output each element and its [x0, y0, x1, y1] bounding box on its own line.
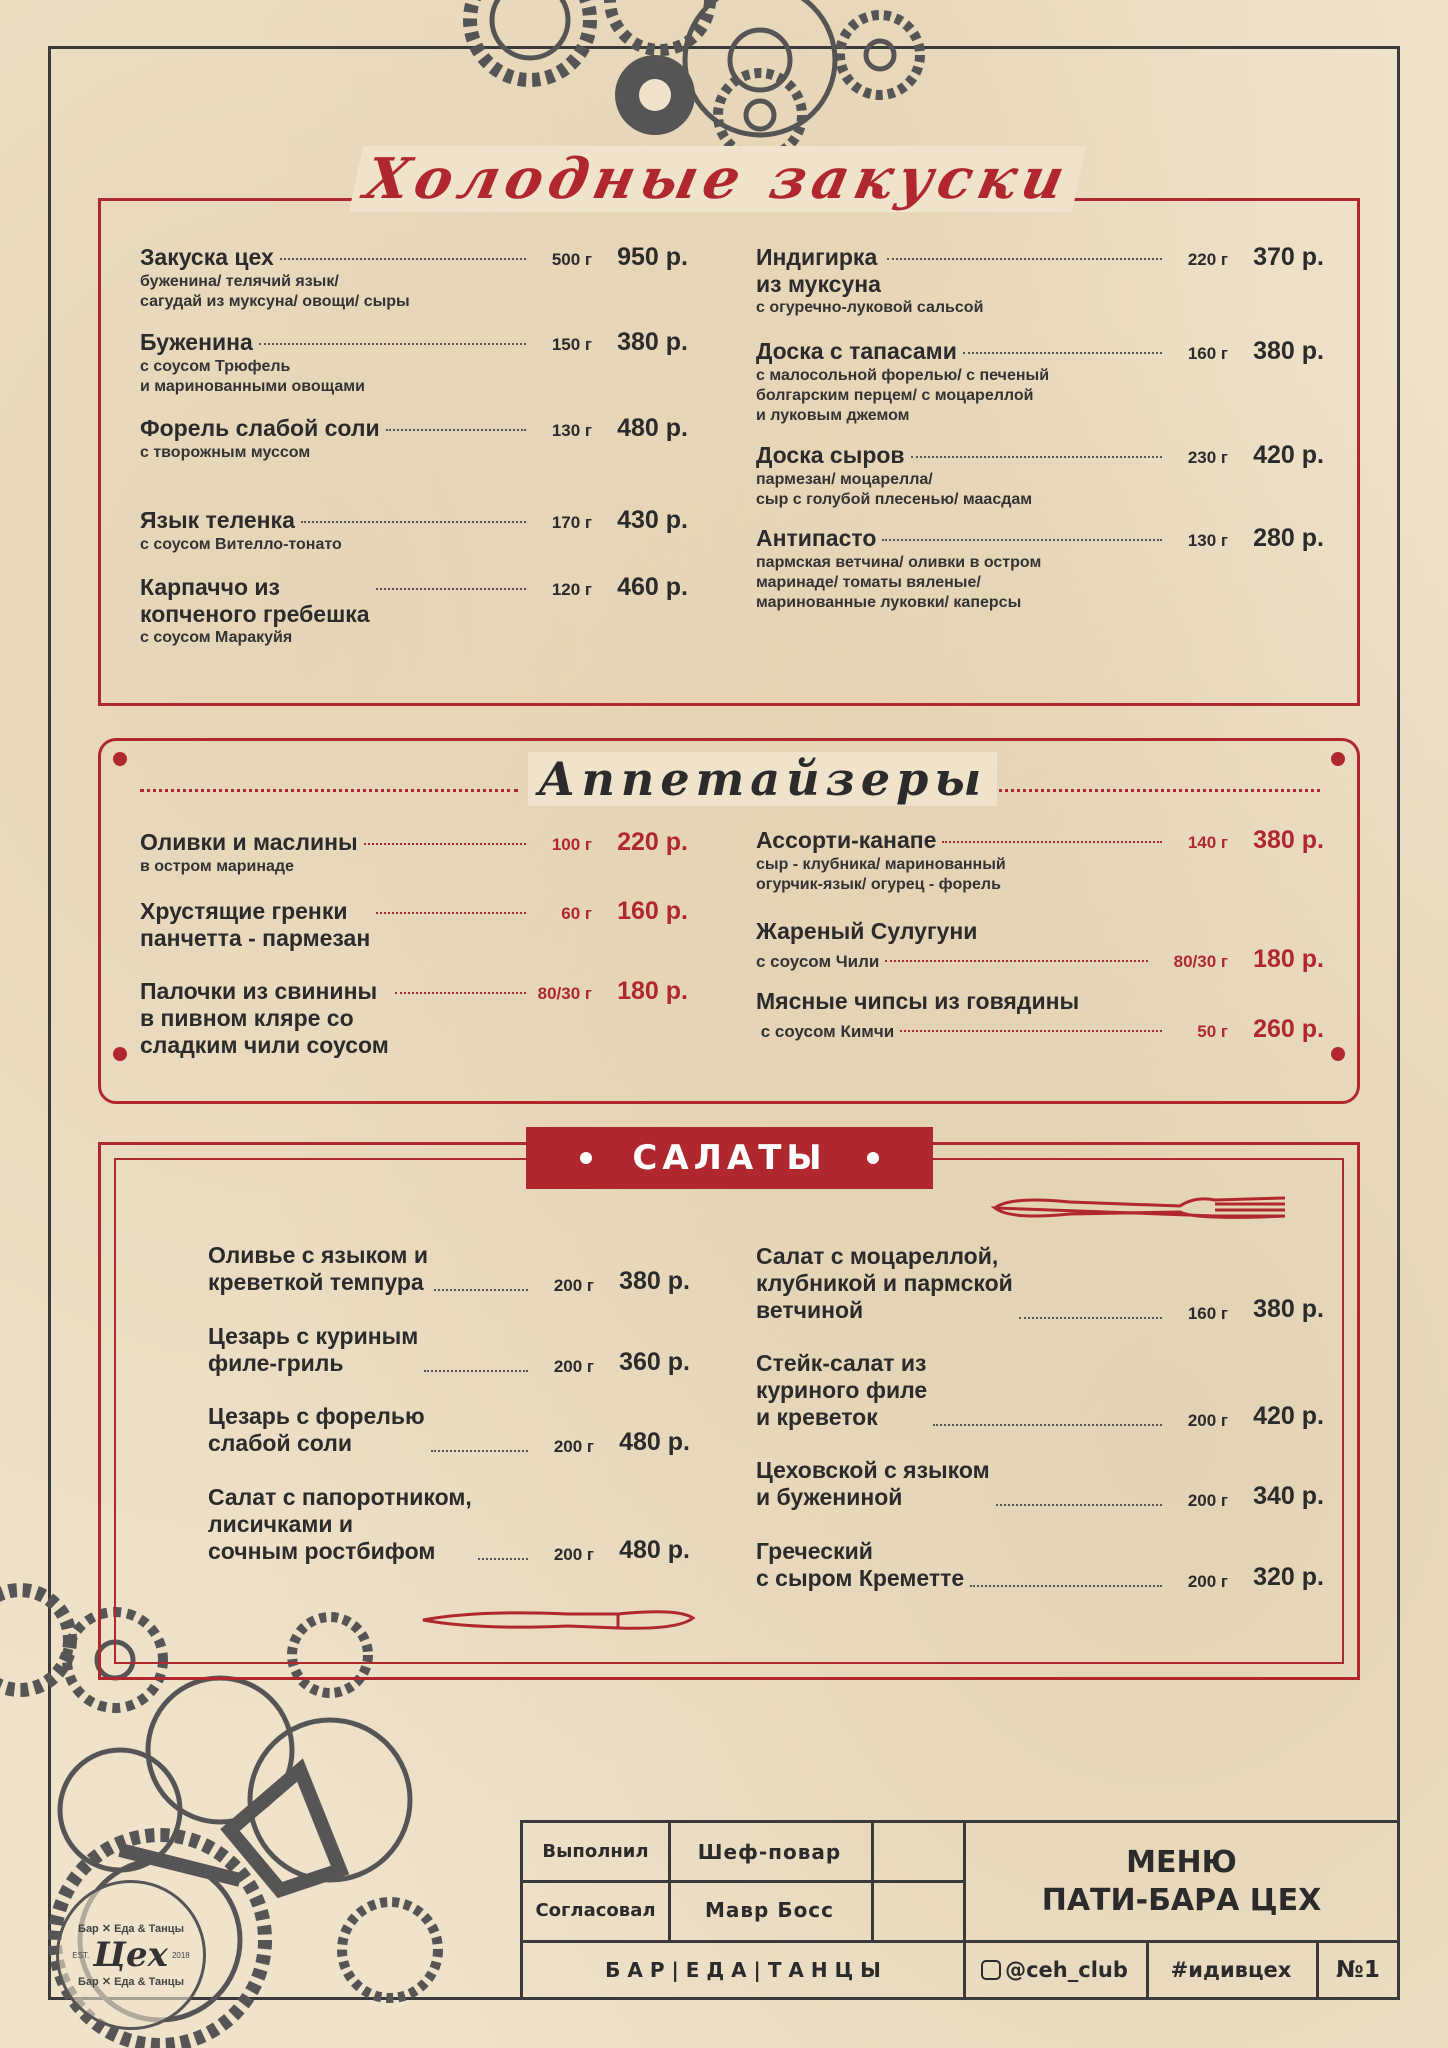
- dot-leader: [395, 992, 526, 994]
- item-weight: 200 г: [553, 1357, 594, 1376]
- cold-item-5: [140, 573, 688, 648]
- logo-year: 2018: [171, 1950, 190, 1960]
- item-description: с соусом Трюфель и маринованными овощами: [140, 358, 365, 395]
- item-weight: 120 г: [551, 580, 592, 599]
- item-price: 360 р.: [619, 1348, 690, 1376]
- app-item-6: [756, 988, 1324, 1044]
- item-weight: 200 г: [553, 1276, 594, 1295]
- salad-item-6: [756, 1350, 1324, 1431]
- cold-item-4: [140, 506, 688, 555]
- logo-wordmark: Цех: [93, 1935, 168, 1975]
- item-description: с соусом Кимчи: [756, 1022, 895, 1041]
- item-weight: 80/30 г: [1173, 952, 1228, 971]
- dot-leader: [431, 1450, 528, 1452]
- item-weight: 130 г: [1187, 531, 1228, 550]
- item-price: 480 р.: [619, 1428, 690, 1456]
- item-name: Доска сыров: [756, 442, 905, 468]
- dot-leader: [882, 539, 1162, 541]
- cold-item-2: [140, 328, 688, 397]
- item-price: 380 р.: [1253, 337, 1324, 365]
- bullet-icon: [867, 1152, 879, 1164]
- item-name: Язык теленка: [140, 507, 295, 533]
- dot-leader: [376, 912, 526, 914]
- appetizers-title: Аппетайзеры: [528, 752, 997, 806]
- item-name: Антипасто: [756, 525, 877, 551]
- item-weight: 200 г: [1187, 1491, 1228, 1510]
- item-price: 160 р.: [617, 897, 688, 925]
- corner-dot: [1331, 752, 1345, 766]
- item-weight: 500 г: [551, 250, 592, 269]
- item-name: Салат с папоротником, лисичками и сочным ростбифом: [208, 1484, 472, 1564]
- item-description: в остром маринаде: [140, 858, 294, 875]
- dot-leader: [1019, 1317, 1162, 1319]
- item-name: Карпаччо из копченого гребешка: [140, 574, 370, 627]
- dot-leader: [996, 1504, 1162, 1506]
- item-price: 420 р.: [1253, 1402, 1324, 1430]
- item-weight: 160 г: [1187, 344, 1228, 363]
- salad-item-7: [756, 1457, 1324, 1511]
- cold-item-9: [756, 524, 1324, 613]
- logo: [56, 1880, 206, 2030]
- instagram-icon: [981, 1960, 1001, 1980]
- app-item-4: [756, 826, 1324, 895]
- item-description: с соусом Вителло-тонато: [140, 536, 342, 553]
- approved-label: Согласовал: [535, 1899, 656, 1921]
- item-name: Стейк-салат из куриного филе и креветок: [756, 1350, 928, 1430]
- dot-leader: [386, 429, 526, 431]
- item-price: 280 р.: [1253, 524, 1324, 552]
- hashtag: #идивцех: [1170, 1958, 1292, 1982]
- item-weight: 130 г: [551, 421, 592, 440]
- salads-banner: [526, 1127, 933, 1189]
- instagram-handle: [963, 1940, 1146, 2000]
- item-name: Доска с тапасами: [756, 338, 957, 364]
- item-description: пармезан/ моцарелла/ сыр с голубой плесенью/ маасдам: [756, 471, 1033, 508]
- item-description: пармская ветчина/ оливки в остром маринаде/ томаты вяленые/ маринованные луковки/ каперсы: [756, 554, 1042, 611]
- logo-ring-text: Бар ✕ Еда & Танцы: [78, 1923, 184, 1935]
- app-item-5: [756, 918, 1324, 974]
- cold-item-6: [756, 243, 1324, 318]
- item-description: с соусом Маракуйя: [140, 629, 293, 646]
- corner-dot: [113, 1047, 127, 1061]
- cold-item-1: [140, 243, 688, 312]
- salads-title: САЛАТЫ: [632, 1138, 827, 1178]
- fork-icon: [990, 1188, 1290, 1228]
- item-weight: 50 г: [1197, 1022, 1228, 1041]
- item-weight: 80/30 г: [537, 984, 592, 1003]
- dot-leader: [887, 258, 1162, 260]
- dot-leader: [942, 841, 1162, 843]
- menu-title-line-2: ПАТИ-БАРА ЦЕХ: [1041, 1882, 1322, 1918]
- item-name: Мясные чипсы из говядины: [756, 988, 1080, 1014]
- item-price: 420 р.: [1253, 441, 1324, 469]
- item-description: буженина/ телячий язык/ сагудай из муксуна/ овощи/ сыры: [140, 273, 410, 310]
- item-price: 950 р.: [617, 243, 688, 271]
- menu-title-line-1: МЕНЮ: [1126, 1844, 1237, 1880]
- item-weight: 60 г: [561, 904, 592, 923]
- item-description: с огуречно-луковой сальсой: [756, 299, 984, 316]
- logo-ring-text-bottom: Бар ✕ Еда & Танцы: [78, 1976, 184, 1988]
- item-price: 320 р.: [1253, 1563, 1324, 1591]
- dot-leader: [259, 343, 526, 345]
- dot-leader: [911, 456, 1162, 458]
- item-weight: 150 г: [551, 335, 592, 354]
- menu-title: [963, 1823, 1400, 1940]
- performed-label: Выполнил: [542, 1841, 649, 1862]
- salad-item-2: [208, 1323, 690, 1377]
- dot-leader: [301, 521, 526, 523]
- app-item-3: [140, 977, 688, 1059]
- item-name: Форель слабой соли: [140, 415, 380, 441]
- item-name: Салат с моцареллой, клубникой и пармской ветчиной: [756, 1243, 1013, 1323]
- item-name: Оливки и маслины: [140, 829, 358, 855]
- title-dotline-left: [140, 789, 518, 792]
- chef-label: Шеф-повар: [697, 1839, 842, 1864]
- item-price: 430 р.: [617, 506, 688, 534]
- tagline: Б А Р | Е Д А | Т А Н Ц Ы: [605, 1958, 881, 1982]
- item-weight: 200 г: [553, 1437, 594, 1456]
- item-weight: 220 г: [1187, 250, 1228, 269]
- salad-item-5: [756, 1243, 1324, 1324]
- item-price: 180 р.: [1253, 945, 1324, 973]
- cold-snacks-title: Холодные закуски: [349, 146, 1086, 212]
- page-number: №1: [1336, 1957, 1380, 1983]
- item-name: Палочки из свинины в пивном кляре со сладким чили соусом: [140, 978, 389, 1058]
- item-price: 380 р.: [617, 328, 688, 356]
- item-price: 380 р.: [619, 1267, 690, 1295]
- boss-label: Мавр Босс: [704, 1898, 835, 1922]
- item-price: 220 р.: [617, 828, 688, 856]
- salad-item-8: [756, 1538, 1324, 1592]
- cold-item-3: [140, 414, 688, 463]
- item-name: Цезарь с форелью слабой соли: [208, 1403, 425, 1456]
- item-price: 260 р.: [1253, 1015, 1324, 1043]
- item-description: с малосольной форелью/ с печеный болгарским перцем/ с моцареллой и луковым джемом: [756, 367, 1050, 424]
- dot-leader: [424, 1370, 528, 1372]
- item-name: Жареный Сулугуни: [756, 918, 978, 944]
- salad-item-1: [208, 1242, 690, 1296]
- salad-item-4: [208, 1484, 690, 1565]
- corner-dot: [1331, 1047, 1345, 1061]
- cold-item-7: [756, 337, 1324, 426]
- bullet-icon: [580, 1152, 592, 1164]
- dot-leader: [478, 1558, 528, 1560]
- item-weight: 160 г: [1187, 1304, 1228, 1323]
- item-weight: 170 г: [551, 513, 592, 532]
- item-price: 480 р.: [619, 1536, 690, 1564]
- item-name: Цеховской с языком и бужениной: [756, 1457, 990, 1510]
- item-price: 460 р.: [617, 573, 688, 601]
- knife-icon: [418, 1602, 698, 1636]
- item-price: 340 р.: [1253, 1482, 1324, 1510]
- logo-est: EST.: [72, 1950, 90, 1960]
- dot-leader: [933, 1424, 1162, 1426]
- dot-leader: [280, 258, 526, 260]
- dot-leader: [970, 1585, 1162, 1587]
- item-description: с творожным муссом: [140, 444, 311, 461]
- item-name: Оливье с языком и креветкой темпура: [208, 1242, 428, 1295]
- dot-leader: [434, 1289, 528, 1291]
- item-price: 480 р.: [617, 414, 688, 442]
- item-price: 180 р.: [617, 977, 688, 1005]
- item-weight: 140 г: [1187, 833, 1228, 852]
- item-name: Буженина: [140, 329, 253, 355]
- item-name: Закуска цех: [140, 244, 274, 270]
- item-description: сыр - клубника/ маринованный огурчик-язык/ огурец - форель: [756, 856, 1006, 893]
- dot-leader: [963, 352, 1162, 354]
- item-description: с соусом Чили: [756, 952, 880, 971]
- item-price: 370 р.: [1253, 243, 1324, 271]
- item-price: 380 р.: [1253, 1295, 1324, 1323]
- item-weight: 200 г: [1187, 1572, 1228, 1591]
- cold-item-8: [756, 441, 1324, 510]
- title-block: [520, 1820, 1400, 2000]
- item-weight: 200 г: [553, 1545, 594, 1564]
- item-name: Цезарь с куриным филе-гриль: [208, 1323, 419, 1376]
- instagram-handle-text: @ceh_club: [1005, 1958, 1128, 1982]
- app-item-2: [140, 897, 688, 952]
- dot-leader: [900, 1030, 1162, 1032]
- item-weight: 200 г: [1187, 1411, 1228, 1430]
- app-item-1: [140, 828, 688, 877]
- item-price: 380 р.: [1253, 826, 1324, 854]
- dot-leader: [364, 843, 526, 845]
- dot-leader: [376, 588, 526, 590]
- item-weight: 230 г: [1187, 448, 1228, 467]
- corner-dot: [113, 752, 127, 766]
- item-name: Греческий с сыром Креметте: [756, 1538, 965, 1591]
- dot-leader: [885, 960, 1148, 962]
- item-name: Ассорти-канапе: [756, 827, 937, 853]
- salad-item-3: [208, 1403, 690, 1457]
- item-name: Индигирка из муксуна: [756, 244, 881, 297]
- item-weight: 100 г: [551, 835, 592, 854]
- item-name: Хрустящие гренки панчетта - пармезан: [140, 898, 371, 951]
